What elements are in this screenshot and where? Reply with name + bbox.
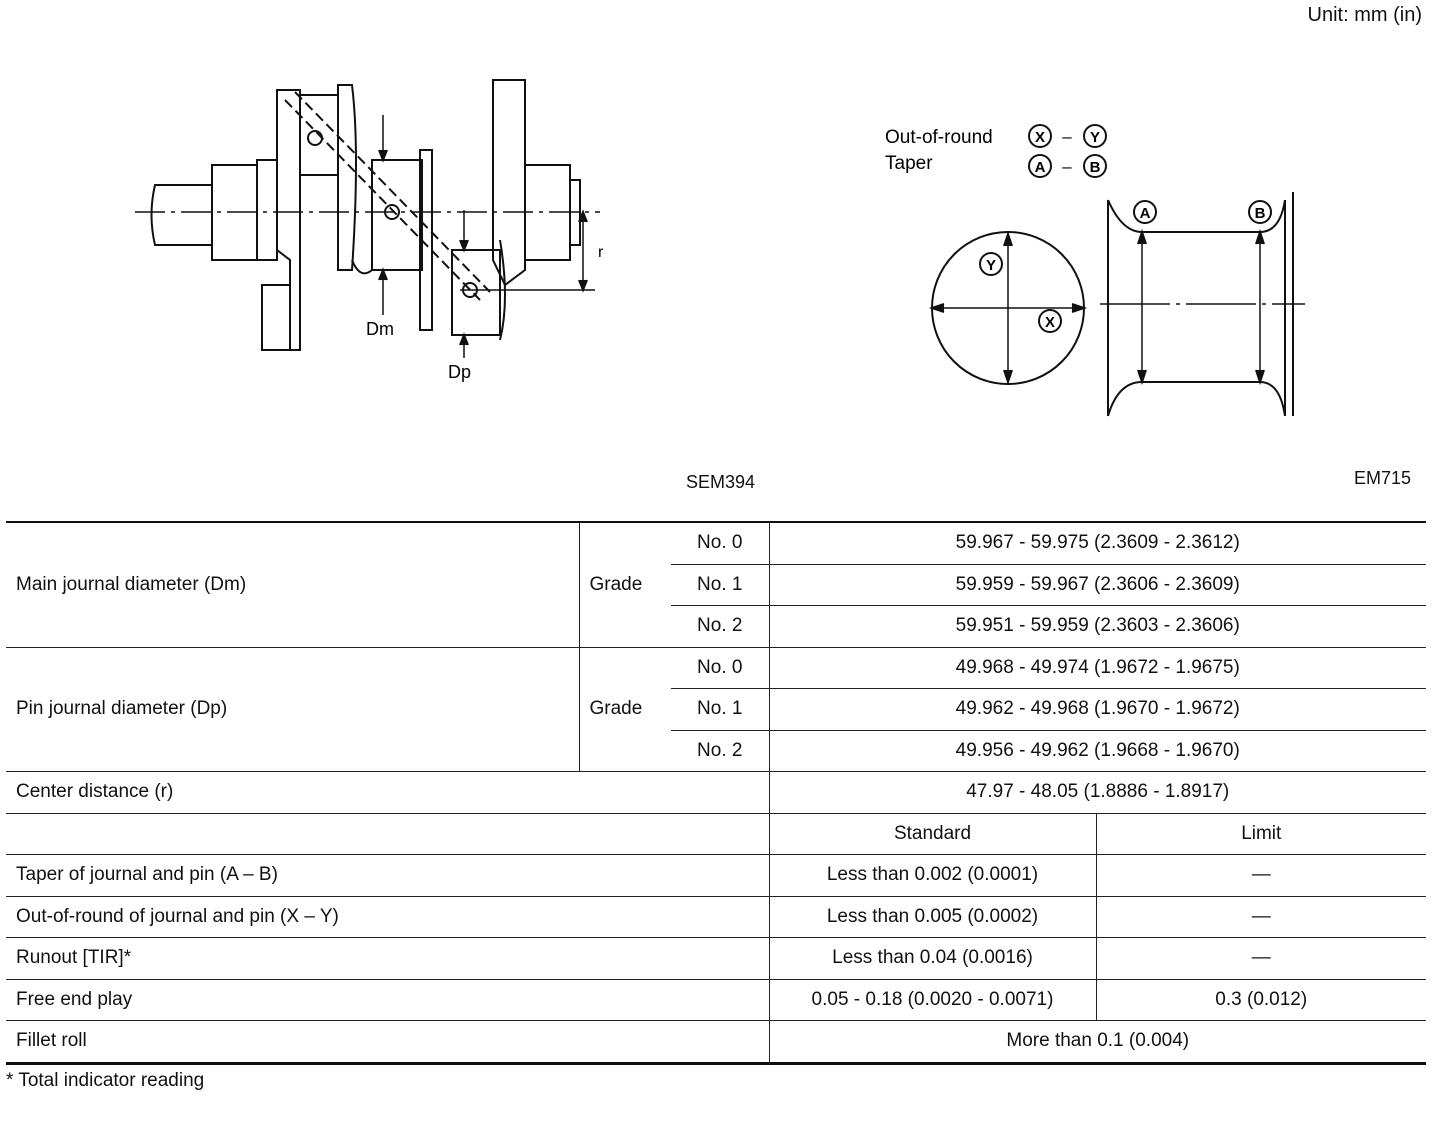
- taper-standard: Less than 0.002 (0.0001): [769, 855, 1096, 897]
- legend-y: Y: [1089, 129, 1101, 146]
- pin-grade-no1: No. 1: [671, 689, 769, 731]
- pin-journal-label: Pin journal diameter (Dp): [6, 647, 579, 772]
- crankshaft-diagram: [0, 0, 780, 420]
- header-standard: Standard: [769, 813, 1096, 855]
- table-row: [6, 772, 1426, 814]
- figure-code-left: SEM394: [686, 472, 756, 492]
- free-end-play-standard: 0.05 - 0.18 (0.0020 - 0.0071): [769, 979, 1096, 1021]
- legend-taper: Taper: [885, 153, 933, 174]
- table-row: [6, 979, 1426, 1021]
- header-blank: [6, 813, 769, 855]
- journal-measure-diagram: [860, 100, 1320, 430]
- main-value-no2: 59.951 - 59.959 (2.3603 - 2.3606): [769, 606, 1426, 648]
- taper-limit: —: [1096, 855, 1426, 897]
- pin-grade-no0: No. 0: [671, 647, 769, 689]
- main-grade-no2: No. 2: [671, 606, 769, 648]
- dm-label: Dm: [366, 319, 394, 339]
- legend-dash-1: –: [1062, 127, 1072, 146]
- figure-code-right: EM715: [1354, 468, 1412, 488]
- pin-grade-label: Grade: [579, 647, 671, 772]
- legend-a: A: [1034, 159, 1046, 176]
- table-row: [6, 813, 1426, 855]
- legend-out-of-round: Out-of-round: [885, 127, 993, 148]
- diagram-b: B: [1254, 205, 1266, 222]
- unit-label: Unit: mm (in): [1307, 4, 1422, 26]
- table-row: [6, 896, 1426, 938]
- main-grade-label: Grade: [579, 522, 671, 647]
- fillet-roll-label: Fillet roll: [6, 1021, 769, 1064]
- table-row: [6, 647, 1426, 689]
- main-value-no0: 59.967 - 59.975 (2.3609 - 2.3612): [769, 522, 1426, 564]
- out-of-round-standard: Less than 0.005 (0.0002): [769, 896, 1096, 938]
- footnote: * Total indicator reading: [6, 1070, 205, 1091]
- main-value-no1: 59.959 - 59.967 (2.3606 - 2.3609): [769, 564, 1426, 606]
- header-limit: Limit: [1096, 813, 1426, 855]
- table-row: [6, 855, 1426, 897]
- diagram-x: X: [1044, 314, 1056, 331]
- main-grade-no1: No. 1: [671, 564, 769, 606]
- legend-x: X: [1034, 129, 1046, 146]
- shaft-end: [152, 185, 213, 245]
- out-of-round-label: Out-of-round of journal and pin (X – Y): [6, 896, 769, 938]
- pin-grade-no2: No. 2: [671, 730, 769, 772]
- crankshaft-spec-table: [6, 521, 1426, 1065]
- free-end-play-limit: 0.3 (0.012): [1096, 979, 1426, 1021]
- center-distance-label: Center distance (r): [6, 772, 769, 814]
- table-row: [6, 1021, 1426, 1064]
- runout-limit: —: [1096, 938, 1426, 980]
- runout-label: Runout [TIR]*: [6, 938, 769, 980]
- fillet-roll-value: More than 0.1 (0.004): [769, 1021, 1426, 1064]
- out-of-round-limit: —: [1096, 896, 1426, 938]
- legend-dash-2: –: [1062, 157, 1072, 176]
- runout-standard: Less than 0.04 (0.0016): [769, 938, 1096, 980]
- center-distance-value: 47.97 - 48.05 (1.8886 - 1.8917): [769, 772, 1426, 814]
- table-row: [6, 938, 1426, 980]
- main-journal-label: Main journal diameter (Dm): [6, 522, 579, 647]
- free-end-play-label: Free end play: [6, 979, 769, 1021]
- taper-label: Taper of journal and pin (A – B): [6, 855, 769, 897]
- diagram-a: A: [1139, 205, 1151, 222]
- diagram-y: Y: [985, 257, 997, 274]
- legend-b: B: [1089, 159, 1101, 176]
- dp-label: Dp: [448, 362, 472, 382]
- pin-value-no0: 49.968 - 49.974 (1.9672 - 1.9675): [769, 647, 1426, 689]
- table-row: [6, 522, 1426, 564]
- r-label: r: [598, 244, 604, 261]
- pin-value-no1: 49.962 - 49.968 (1.9670 - 1.9672): [769, 689, 1426, 731]
- main-grade-no0: No. 0: [671, 522, 769, 564]
- pin-value-no2: 49.956 - 49.962 (1.9668 - 1.9670): [769, 730, 1426, 772]
